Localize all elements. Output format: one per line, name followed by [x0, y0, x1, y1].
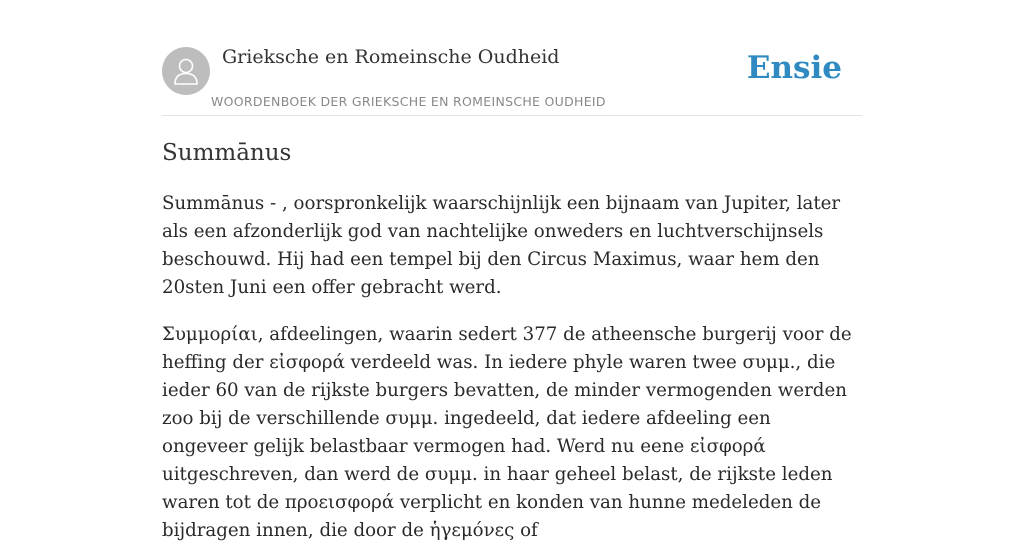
article-paragraph: Συμμορίαι, afdeelingen, waarin sedert 377 de atheensche burgerij voor de heffing der εἰσφορά verdeeld was. In iedere phyle waren twee συμμ., die ieder 60 van de rijkste burgers bevatten, de minder vermogenden werden zoo bij de verschillende συμμ. ingedeeld, dat iedere afdeeling een ongeveer gelijk belastbaar vermogen had. Werd nu eene εἰσφορά uitgeschreven, dan werd de συμμ. in haar geheel belast, de rijkste leden waren tot de προεισφορά verplicht en konden van hunne medeleden de bijdragen innen, die door de ἡγεμόνες of	[162, 324, 852, 541]
user-icon	[172, 56, 200, 86]
page	[162, 0, 862, 545]
site-name-link[interactable]: Grieksche en Romeinsche Oudheid	[222, 46, 560, 68]
site-header	[162, 0, 862, 116]
article-title: Summānus	[162, 140, 292, 166]
site-subtitle[interactable]: WOORDENBOEK DER GRIEKSCHE EN ROMEINSCHE OUDHEID	[211, 94, 606, 109]
ensie-logo[interactable]: Ensie	[746, 50, 842, 86]
article-paragraph: Summānus - , oorspronkelijk waarschijnlijk een bijnaam van Jupiter, later als een afzonderlijk god van nachtelijke onweders en luchtverschijnsels beschouwd. Hij had een tempel bij den Circus Maximus, waar hem den 20sten Juni een offer gebracht werd.	[162, 193, 841, 298]
avatar[interactable]	[162, 47, 210, 95]
